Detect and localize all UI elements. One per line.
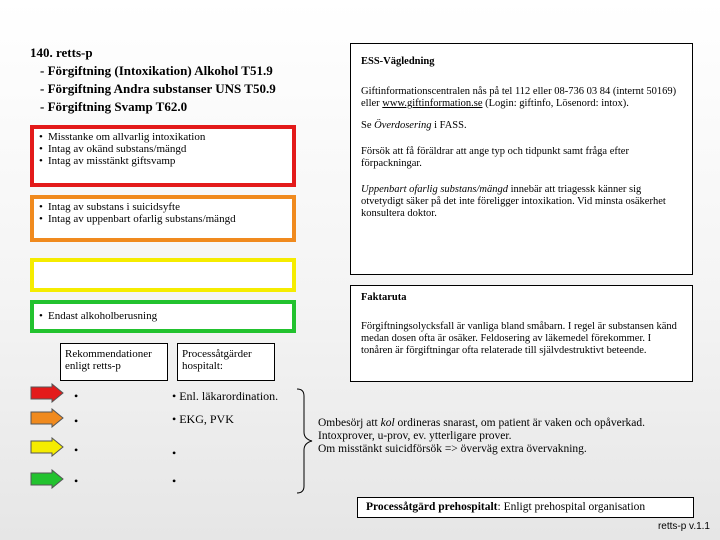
page-title: 140. retts-p: [30, 45, 93, 60]
guidance-title: ESS-Vägledning: [361, 56, 435, 67]
hospital-action-notes: [318, 417, 698, 456]
giftinformation-link[interactable]: www.giftinformation.se: [382, 98, 483, 109]
triage-criterion: • Intag av okänd substans/mängd: [38, 143, 288, 155]
action-line: Intoxprover, u-prov, ev. ytterligare prover.: [318, 430, 512, 442]
prehospital-text: : Enligt prehospital organisation: [497, 501, 646, 513]
guidance-paragraph: Försök att få föräldrar att ange typ och tidpunkt samt fråga efter förpackningar.: [361, 146, 629, 169]
triage-criterion: • Intag av substans i suicidsyfte: [38, 201, 288, 213]
retts-bullet: •: [74, 389, 79, 403]
triage-box-red: [30, 125, 296, 187]
triage-criterion: • Intag av uppenbart ofarlig substans/mängd: [38, 213, 288, 225]
prehospital-action-box: [357, 497, 694, 518]
diagnosis-item: - Förgiftning Andra substanser UNS T50.9: [40, 81, 276, 96]
guidance-paragraph: Uppenbart ofarlig substans/mängd innebär att triagessk känner sig otvetydigt säker på det inte föreligger intoxikation. Vid minsta osäkerhet konsultera doktor.: [361, 184, 666, 219]
diagnosis-item: - Förgiftning (Intoxikation) Alkohol T51.9: [40, 63, 273, 78]
hospital-actions-header: Processåtgärder hospitalt:: [177, 343, 275, 381]
guidance-paragraph: Se Överdosering i FASS.: [361, 120, 467, 131]
retts-bullet: •: [74, 414, 79, 428]
prehospital-label: Processåtgärd prehospitalt: [366, 501, 498, 513]
diagnosis-item: - Förgiftning Svamp T62.0: [40, 99, 188, 114]
green-arrow-icon: [30, 469, 64, 489]
triage-box-yellow: [30, 258, 296, 292]
triage-box-orange: [30, 195, 296, 242]
hospital-action: • EKG, PVK: [172, 412, 234, 426]
hospital-action: • Enl. läkarordination.: [172, 389, 279, 403]
guidance-paragraph: Giftinformationscentralen nås på tel 112 eller 08-736 03 84 (internt 50169) eller www.giftinformation.se (Login: giftinfo, Lösenord: intox).: [361, 86, 677, 109]
recommendations-header: Rekommendationer enligt retts-p: [60, 343, 168, 381]
hospital-action: •: [172, 446, 177, 460]
fact-box: [350, 285, 693, 382]
triage-criterion: • Endast alkoholberusning: [38, 310, 288, 322]
triage-box-green: [30, 300, 296, 333]
fact-title: Faktaruta: [361, 292, 407, 303]
hospital-action: •: [172, 474, 177, 488]
page-header: [30, 44, 330, 116]
ess-guidance-box: [350, 43, 693, 275]
action-line: Om misstänkt suicidförsök => överväg extra övervakning.: [318, 443, 587, 455]
orange-arrow-icon: [30, 408, 64, 428]
yellow-arrow-icon: [30, 437, 64, 457]
bracket-icon: [296, 388, 316, 494]
fact-text: Förgiftningsolycksfall är vanliga bland småbarn. I regel är substansen känd medan dosen ofta är osäker. Feldosering av läkemedel förekommer. I tonåren är förgiftningar ofta relaterade till självdestruktivt beteende.: [361, 321, 677, 356]
red-arrow-icon: [30, 383, 64, 403]
triage-criterion: • Intag av misstänkt giftsvamp: [38, 155, 288, 167]
triage-criterion: • Misstanke om allvarlig intoxikation: [38, 131, 288, 143]
retts-bullet: •: [74, 474, 79, 488]
retts-bullet: •: [74, 443, 79, 457]
action-line: Ombesörj att kol ordineras snarast, om patient är vaken och opåverkad.: [318, 417, 646, 429]
version-label: retts-p v.1.1: [657, 521, 710, 532]
